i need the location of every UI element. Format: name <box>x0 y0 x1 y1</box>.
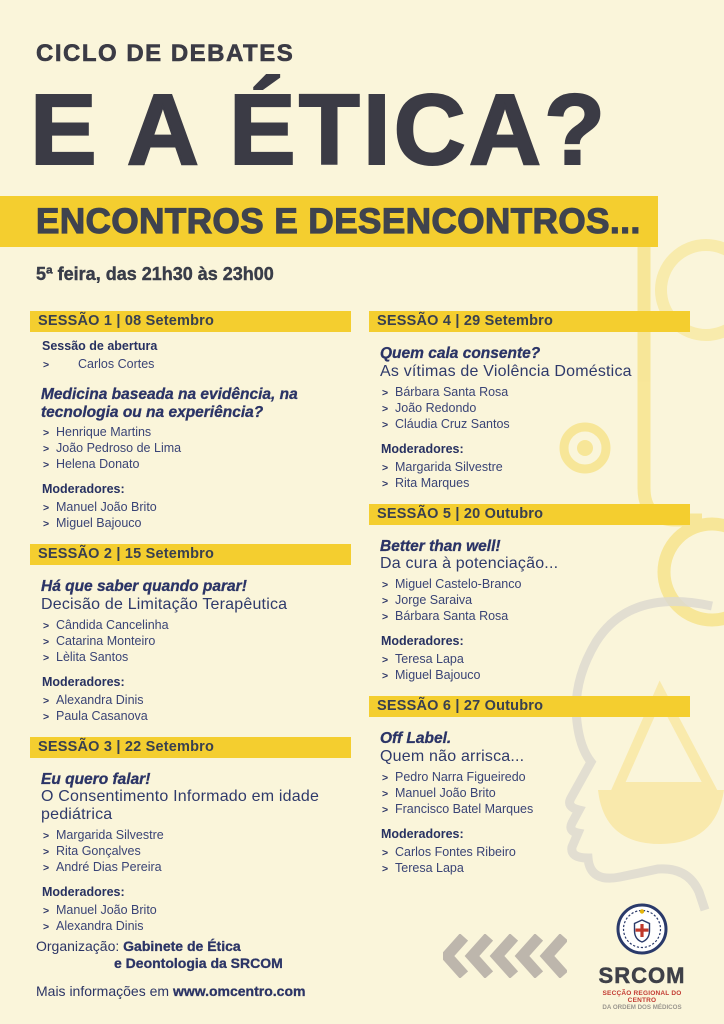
chevron-right-icon: > <box>43 427 50 439</box>
speaker-name: Cláudia Cruz Santos <box>395 416 510 431</box>
session-header: SESSÃO 4 | 29 Setembro <box>369 311 690 332</box>
logo-subtitle-1: SECÇÃO REGIONAL DO CENTRO <box>602 989 682 1004</box>
session-title-plain: O Consentimento Informado em idade pediátrica <box>41 788 320 823</box>
chevron-right-icon: > <box>43 905 50 917</box>
moderator-name: Miguel Bajouco <box>395 668 481 682</box>
opening-label: Sessão de abertura <box>42 339 158 353</box>
sessions-left-column <box>30 311 351 947</box>
chevron-right-icon: > <box>382 771 389 784</box>
moderator-name: Manuel João Brito <box>56 500 157 514</box>
opening-speaker-list <box>30 357 351 373</box>
speaker-item <box>30 860 351 876</box>
chevron-right-icon: > <box>43 359 50 371</box>
moderator-name: Margarida Silvestre <box>395 459 503 474</box>
speaker-name: Helena Donato <box>56 457 140 471</box>
chevron-right-icon: > <box>43 846 50 858</box>
speaker-name: Jorge Saraiva <box>395 593 473 607</box>
moderator-item <box>30 516 351 532</box>
logo-subtitle-2: DA ORDEM DOS MÉDICOS <box>602 1004 682 1012</box>
speaker-name: Miguel Castelo-Branco <box>395 577 522 591</box>
session-title-plain: Da cura à potenciação... <box>380 555 559 572</box>
moderator-item <box>30 709 351 725</box>
speaker-name: André Dias Pereira <box>56 860 162 874</box>
chevron-right-icon: > <box>43 635 50 648</box>
more-info-label: Mais informações em <box>36 983 170 999</box>
moderators-label: Moderadores: <box>42 482 125 496</box>
moderator-item <box>369 668 690 684</box>
session-title-plain: As vítimas de Violência Doméstica <box>380 362 632 380</box>
moderator-name: Alexandra Dinis <box>56 692 144 707</box>
session-title-italic: Better than well! <box>380 537 501 555</box>
session-title-italic: Medicina baseada na evidência, na tecnologia ou na experiência? <box>41 386 298 421</box>
speaker-item <box>30 425 351 441</box>
chevron-right-icon: > <box>43 710 50 723</box>
moderator-name: Miguel Bajouco <box>56 516 142 530</box>
moderator-list <box>369 460 690 492</box>
speaker-item <box>30 634 351 650</box>
session-card-1 <box>30 311 351 532</box>
poster-banner: ENCONTROS E DESENCONTROS... <box>0 196 658 247</box>
session-title-plain: Decisão de Limitação Terapêutica <box>41 595 288 613</box>
moderators-label: Moderadores: <box>42 674 125 689</box>
session-title <box>41 578 351 614</box>
speaker-item <box>30 357 351 373</box>
srcom-logo <box>590 902 694 1012</box>
session-title-italic: Off Label. <box>380 730 452 747</box>
poster-footer <box>0 900 724 1024</box>
chevron-right-icon: > <box>43 862 50 874</box>
moderators-label: Moderadores: <box>381 826 464 841</box>
speaker-item <box>369 385 690 401</box>
organization-block <box>36 938 305 1000</box>
speaker-name: Cândida Cancelinha <box>56 617 169 632</box>
chevron-right-icon: > <box>382 402 389 415</box>
chevron-right-icon: > <box>382 386 389 399</box>
speaker-name: Catarina Monteiro <box>56 633 156 648</box>
speaker-item <box>369 802 690 818</box>
chevron-right-icon: > <box>43 619 50 632</box>
speaker-name: Francisco Batel Marques <box>395 801 534 816</box>
speaker-item <box>30 844 351 860</box>
moderator-name: Manuel João Brito <box>56 903 157 917</box>
chevron-right-icon: > <box>43 830 50 842</box>
chevron-right-icon: > <box>43 694 50 707</box>
chevron-right-icon: > <box>382 611 389 623</box>
moderator-item <box>369 652 690 668</box>
moderator-item <box>30 500 351 516</box>
moderators-label: Moderadores: <box>42 885 125 899</box>
speaker-list <box>30 425 351 473</box>
session-title <box>380 730 690 766</box>
speaker-item <box>30 828 351 844</box>
speaker-name: Henrique Martins <box>56 425 152 439</box>
chevron-right-icon: > <box>382 461 389 474</box>
speaker-item <box>369 593 690 609</box>
session-header: SESSÃO 6 | 27 Outubro <box>369 696 690 717</box>
chevron-right-icon: > <box>382 477 389 490</box>
session-card-5 <box>369 504 690 685</box>
moderator-list <box>369 652 690 684</box>
speaker-item <box>369 770 690 786</box>
session-title <box>41 771 351 825</box>
srcom-seal-icon <box>616 902 668 958</box>
moderator-name: Paula Casanova <box>56 708 148 723</box>
chevron-right-icon: > <box>382 862 389 875</box>
session-card-6 <box>369 696 690 877</box>
organization-line <box>36 938 305 955</box>
chevron-right-icon: > <box>43 518 50 530</box>
speaker-item <box>369 577 690 593</box>
chevron-right-icon: > <box>382 670 389 682</box>
back-chevrons-icon <box>443 934 567 978</box>
speaker-item <box>30 650 351 666</box>
moderator-list <box>30 693 351 725</box>
chevron-right-icon: > <box>43 502 50 514</box>
speaker-list <box>30 828 351 876</box>
moderators-label: Moderadores: <box>381 441 464 456</box>
speaker-item <box>369 417 690 433</box>
session-title <box>41 386 351 421</box>
session-header: SESSÃO 3 | 22 Setembro <box>30 737 351 758</box>
speaker-name: Margarida Silvestre <box>56 828 164 842</box>
logo-name: SRCOM <box>598 962 686 988</box>
moderator-name: Carlos Fontes Ribeiro <box>395 844 516 859</box>
chevron-right-icon: > <box>43 651 50 664</box>
speaker-list <box>369 770 690 818</box>
chevron-right-icon: > <box>382 654 389 666</box>
moderator-name: Teresa Lapa <box>395 860 464 875</box>
chevron-right-icon: > <box>43 443 50 455</box>
sessions-right-column <box>369 311 690 947</box>
speaker-name: Manuel João Brito <box>395 785 496 800</box>
speaker-item <box>30 618 351 634</box>
speaker-name: João Pedroso de Lima <box>56 441 182 455</box>
organization-line <box>36 955 305 972</box>
session-header: SESSÃO 5 | 20 Outubro <box>369 504 690 525</box>
poster-kicker: CICLO DE DEBATES <box>36 40 295 67</box>
speaker-name: Carlos Cortes <box>78 357 155 371</box>
session-title <box>380 345 690 381</box>
chevron-right-icon: > <box>382 803 389 816</box>
session-title-plain: Quem não arrisca... <box>380 747 525 765</box>
speaker-item <box>30 441 351 457</box>
speaker-name: Lèlita Santos <box>56 649 129 664</box>
speaker-item <box>369 786 690 802</box>
speaker-item <box>369 609 690 625</box>
session-header: SESSÃO 1 | 08 Setembro <box>30 311 351 332</box>
poster-title: E A ÉTICA? <box>30 74 609 186</box>
moderators-label: Moderadores: <box>381 634 464 648</box>
moderator-list <box>30 500 351 532</box>
poster-schedule: 5ª feira, das 21h30 às 23h00 <box>36 264 274 284</box>
chevron-right-icon: > <box>382 579 389 591</box>
speaker-list <box>369 385 690 433</box>
more-info-line <box>36 983 305 1000</box>
speaker-name: João Redondo <box>395 400 477 415</box>
speaker-item <box>30 457 351 473</box>
session-title <box>380 538 690 574</box>
speaker-item <box>369 401 690 417</box>
organization-name-line1: Gabinete de Ética <box>123 938 241 954</box>
speaker-name: Rita Gonçalves <box>56 844 141 858</box>
speaker-list <box>369 577 690 625</box>
speaker-list <box>30 618 351 666</box>
session-card-4 <box>369 311 690 492</box>
session-card-2 <box>30 544 351 725</box>
session-title-italic: Quem cala consente? <box>380 345 541 362</box>
moderator-item <box>30 693 351 709</box>
chevron-right-icon: > <box>382 595 389 607</box>
chevron-right-icon: > <box>382 418 389 431</box>
organization-name-line2: e Deontologia da SRCOM <box>114 955 283 971</box>
session-title-italic: Eu quero falar! <box>41 770 151 788</box>
speaker-name: Bárbara Santa Rosa <box>395 609 509 623</box>
moderator-item <box>369 845 690 861</box>
moderator-name: Rita Marques <box>395 475 470 490</box>
website-url: www.omcentro.com <box>172 983 306 999</box>
chevron-right-icon: > <box>43 459 50 471</box>
chevron-right-icon: > <box>382 787 389 800</box>
session-header: SESSÃO 2 | 15 Setembro <box>30 544 351 565</box>
moderator-item <box>369 861 690 877</box>
sessions-grid <box>30 311 690 947</box>
speaker-name: Pedro Narra Figueiredo <box>395 769 526 784</box>
chevron-right-icon: > <box>382 846 389 859</box>
moderator-item <box>369 476 690 492</box>
organization-label: Organização: <box>36 938 120 954</box>
session-title-italic: Há que saber quando parar! <box>41 578 247 595</box>
chevron-right-icon: > <box>43 921 50 933</box>
moderator-item <box>369 460 690 476</box>
speaker-name: Bárbara Santa Rosa <box>395 384 509 399</box>
moderator-name: Teresa Lapa <box>395 652 464 666</box>
moderator-name: Alexandra Dinis <box>56 919 144 933</box>
moderator-list <box>369 845 690 877</box>
